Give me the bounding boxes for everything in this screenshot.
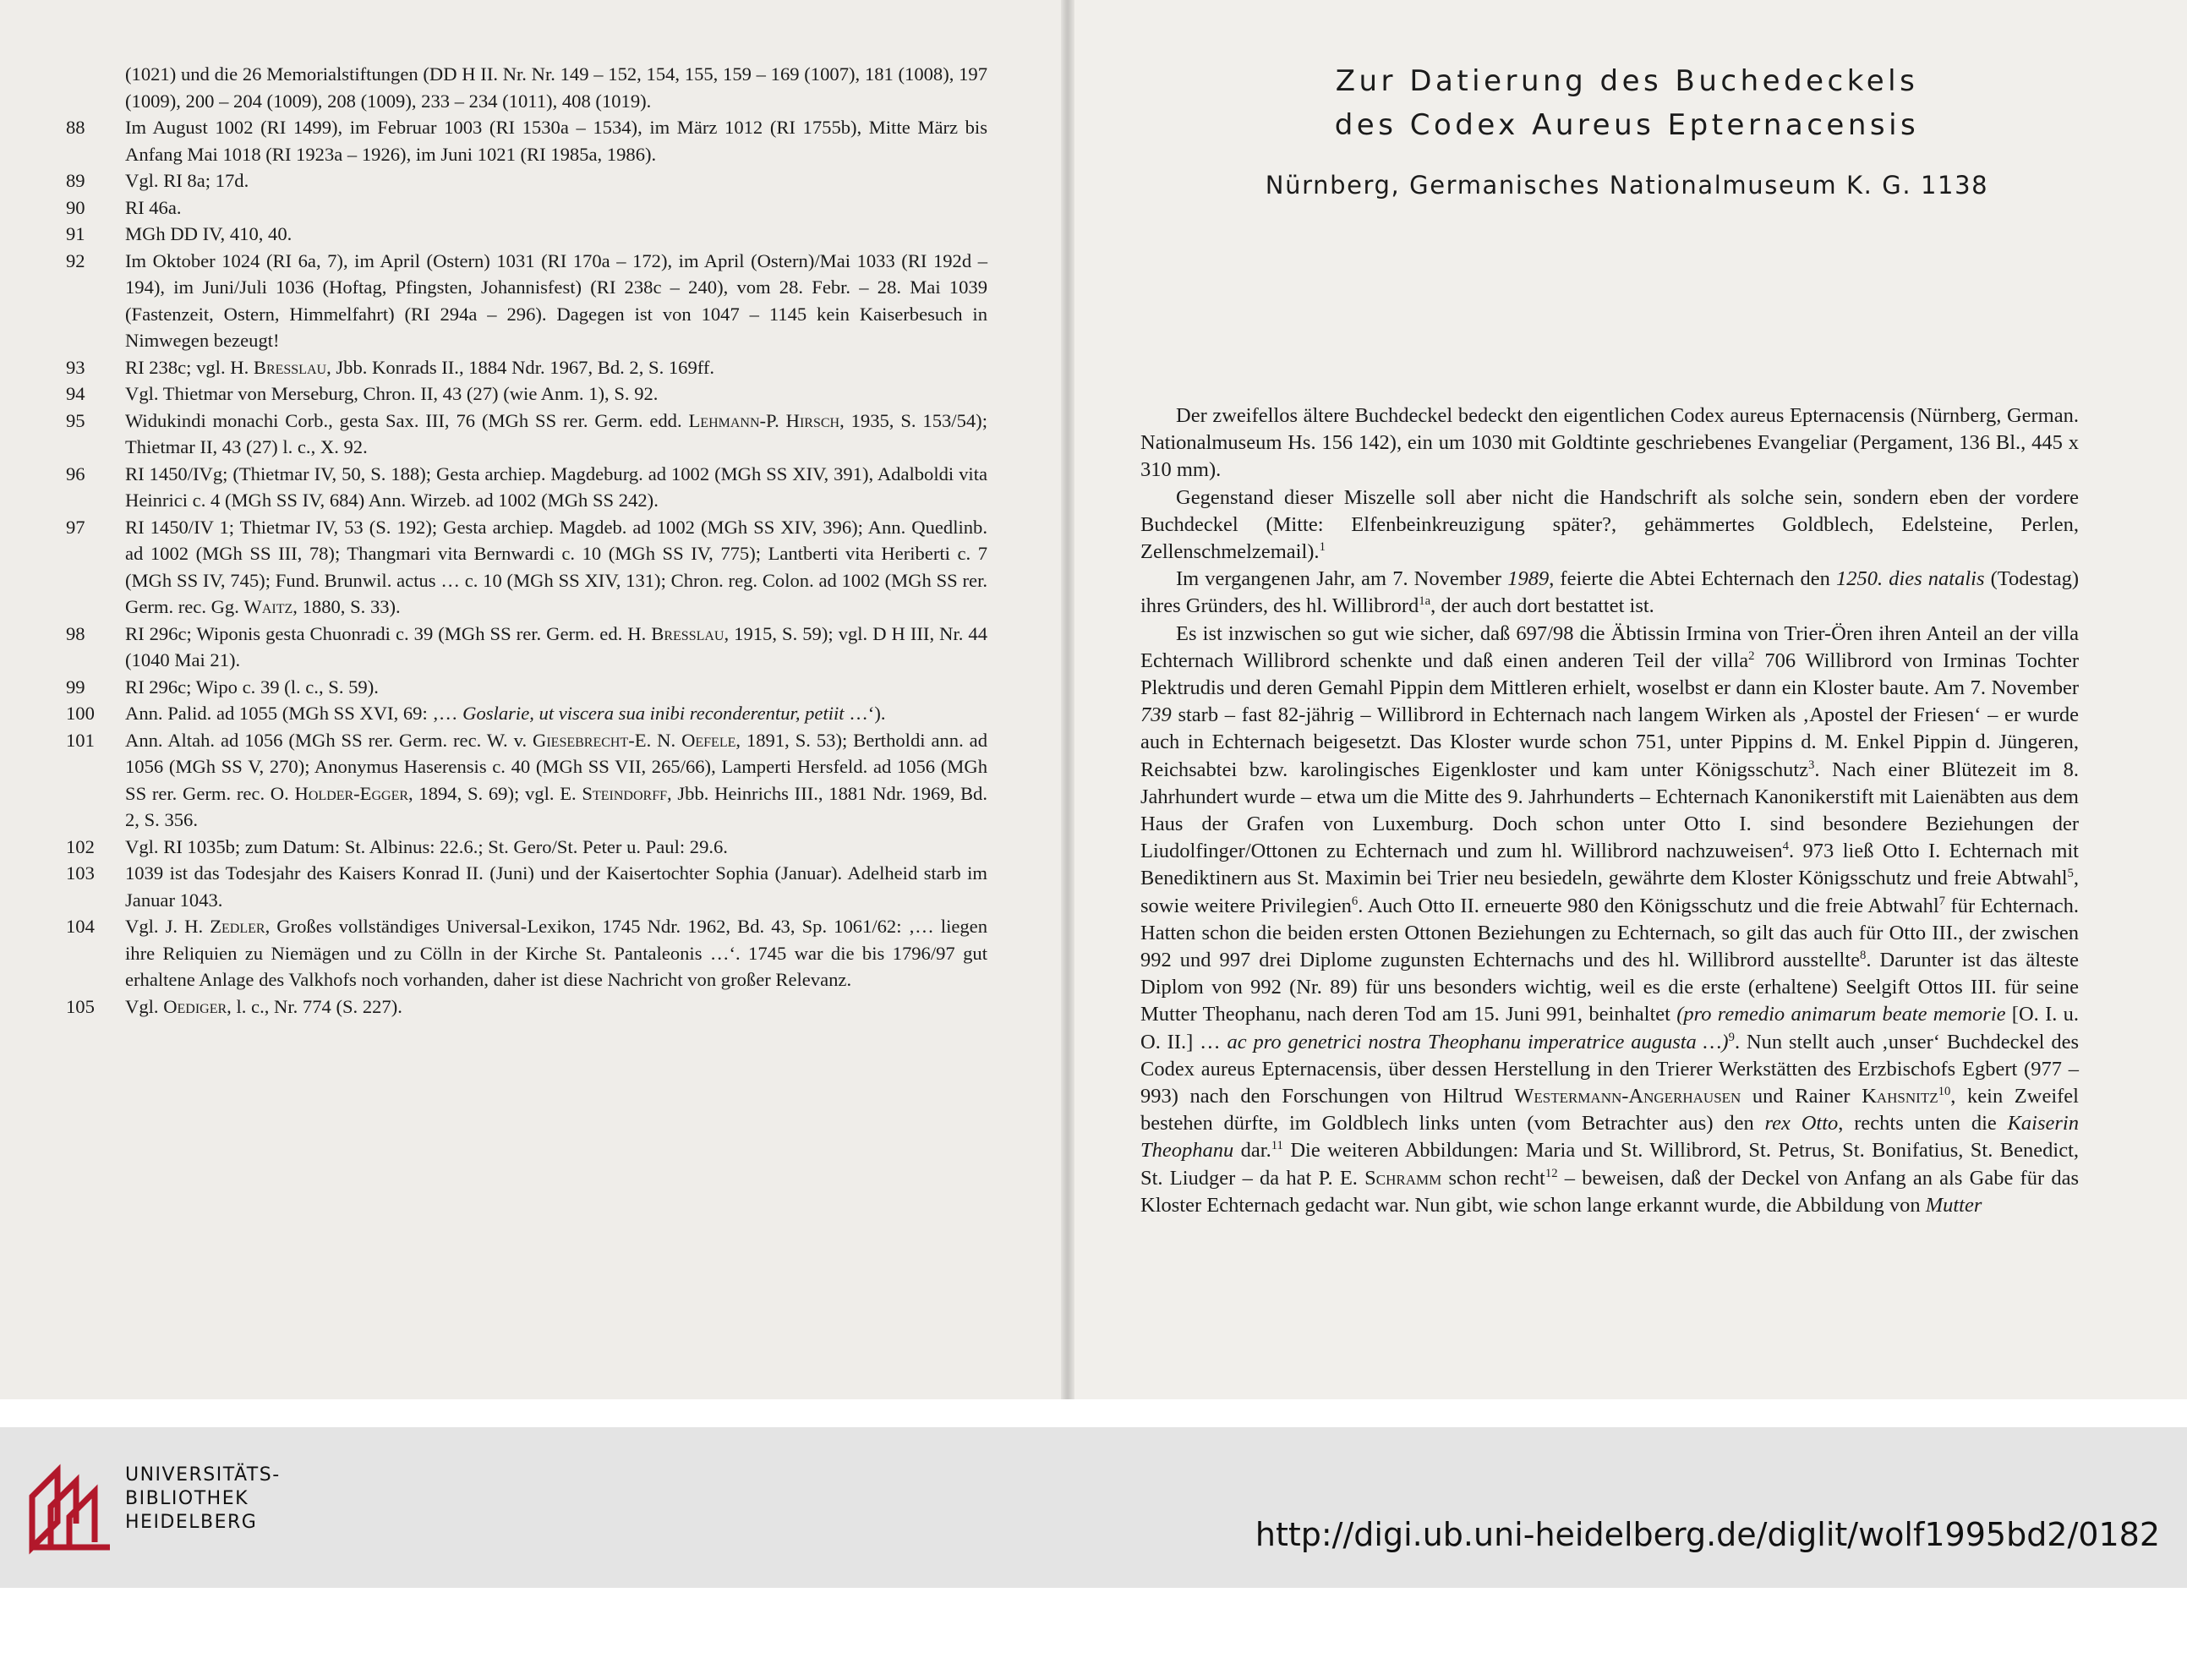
body-paragraph [1140,621,2079,1219]
footnote-text [125,860,987,913]
footnote [66,913,987,993]
text-run: -E. N. [628,729,682,751]
footnote-ref: 8 [1860,948,1867,962]
text-run: (1021) und die 26 Memorialstiftungen (DD H II. Nr. Nr. 149 – 152, 154, 155, 159 – 169 (1007), 181 (1008), 197 (1009), 200 – 204 (1009), 208 (1009), 233 – 234 (1011), 408 (1019). [125,63,987,112]
text-run: , kein Zweifel bestehen dürfte, im Goldblech links unten (vom Betrachter aus) den [1140,1085,2079,1136]
text-run: 1039 ist das Todesjahr des Kaisers Konrad II. (Juni) und der Kaisertochter Sophia (Januar). Adelheid starb im Januar 1043. [125,862,987,911]
text-run: , Jbb. Heinrichs III., 1881 Ndr. 1969, Bd. 2, S. 356. [125,782,988,830]
italic-text: 1989 [1507,567,1550,591]
text-run: 706 Willibrord von Irminas Tochter Plektrudis und deren Gemahl Pippin dem Mittleren erhielt, woselbst er dann ein Kloster baute. Am 7. November [1140,648,2079,700]
text-run: Ann. Altah. ad 1056 (MGh SS rer. Germ. rec. W. v. [125,729,533,751]
text-run: Es ist inzwischen so gut wie sicher, daß 697/98 die Äbtissin Irmina von Trier-Ören ihren Anteil an der villa Echternach Willibrord schenkte und daß einen anderen Teil der villa [1140,621,2079,672]
library-footer [0,1399,2187,1680]
author-name: Waitz [243,596,293,617]
text-run: schon recht [1441,1166,1545,1190]
italic-text: Mutter [1925,1193,1982,1217]
title-line-2: des Codex Aureus Epternacensis [1334,108,1920,142]
text-run: , 1891, S. 53); Bertholdi ann. ad 1056 (MGh SS V, 270); Anonymus Haserensis c. 40 (MGh SS VII, 265/66), Lamperti Hersfeld. ad 1056 (MGh SS rer. Germ. rec. O. [125,729,987,804]
footnote-text [125,61,987,114]
footnote-text [125,834,987,861]
italic-text: 739 [1140,703,1172,727]
text-run: und Rainer [1741,1085,1862,1108]
library-logo-icon [25,1459,117,1554]
italic-text: Goslarie, ut viscera sua inibi reconderentur, petiit [462,703,845,724]
text-run: Die weiteren Abbildungen: Maria und St. Willibrord, St. Petrus, St. Bonifatius, St. Benedict, St. Liudger – da hat P. E. [1140,1139,2080,1190]
article-subtitle: Nürnberg, Germanisches Nationalmuseum K. G. 1138 [1265,171,1989,200]
footnote-number: 90 [66,196,85,218]
text-run: , 1894, S. 69); vgl. E. [408,782,582,804]
footnote [66,248,987,354]
text-run: . Nun stellt auch ‚unser‘ Buchdeckel des Codex aureus Epternacensis, über dessen Herstellung in den Trierer Werkstätten des Erzbischofs Egbert (977 – 993) nach den Forschungen von Hiltrud [1140,1030,2079,1108]
text-run: Im vergangenen Jahr, am 7. November [1176,567,1508,591]
text-run: Ann. Palid. ad 1055 (MGh SS XVI, 69: ‚… [125,703,463,724]
footnote-number: 97 [66,516,85,538]
text-run: Im Oktober 1024 (RI 6a, 7), im April (Ostern) 1031 (RI 170a – 172), im April (Ostern)/Mai 1033 (RI 192d – 194), im Juni/Juli 1036 (Hoftag, Pfingsten, Johannisfest) (RI 238c – 240), vom 28. Febr. – 28. Mai 1039 (Fastenzeit, Ostern, Himmelfahrt) (RI 294a – 296). Dagegen ist von 1047 – 1145 kein Kaiserbesuch in Nimwegen bezeugt! [125,249,987,351]
text-run: Im August 1002 (RI 1499), im Februar 1003 (RI 1530a – 1534), im März 1012 (RI 1755b), Mitte März bis Anfang Mai 1018 (RI 1923a – 1926), im Juni 1021 (RI 1985a, 1986). [125,117,987,165]
text-run: Widukindi monachi Corb., gesta Sax. III, 76 (MGh SS rer. Germ. edd. [125,409,689,431]
footnote-ref: 3 [1808,758,1815,772]
footnote-number: 95 [66,409,85,431]
footnote-text [125,461,987,514]
footnote-ref: 4 [1782,840,1789,854]
italic-text: 1250. dies natalis [1836,567,1985,591]
footer-band [0,1427,2187,1588]
footnote [66,834,987,861]
footnote-ref: 1a [1419,594,1431,609]
text-run: dar. [1233,1139,1271,1163]
footnote-list [66,61,987,1020]
footnote-number: 103 [66,862,95,884]
author-name: Westermann-Angerhausen [1514,1085,1741,1108]
text-run: Vgl. RI 1035b; zum Datum: St. Albinus: 22.6.; St. Gero/St. Peter u. Paul: 29.6. [125,835,728,857]
text-run: Der zweifellos ältere Buchdeckel bedeckt den eigentlichen Codex aureus Epternacensis (Nürnberg, German. Nationalmuseum Hs. 156 142), ein um 1030 mit Goldtinte geschriebenes Evangeliar (Pergament, 136 Bl., 445 x 310 mm). [1140,404,2079,482]
footnote-ref: 11 [1271,1139,1283,1153]
footnote-text [125,354,987,381]
footnote [66,621,987,674]
body-paragraph [1140,402,2079,484]
footnote-number: 91 [66,223,85,244]
footnote-text [125,727,987,834]
author-name: Bresslau [253,356,327,378]
text-run: starb – fast 82-jährig – Willibrord in Echternach nach langem Wirken als ‚Apostel der Friesen‘ – er wurde auch in Echternach beigesetzt. Das Kloster wurde schon 751, unter Pippins d. M. Enkel Pippin d. Jüngeren, Reichsabtei bzw. karolingisches Eigenkloster und kam unter Königsschutz [1140,703,2079,781]
footnote-text [125,380,987,408]
text-run: , Jbb. Konrads II., 1884 Ndr. 1967, Bd. 2, S. 169ff. [326,356,715,378]
text-run: , rechts unten die [1838,1112,2008,1136]
footnote [66,408,987,461]
footnote [66,61,987,114]
text-run: RI 296c; Wiponis gesta Chuonradi c. 39 (MGh SS rer. Germ. ed. H. [125,622,652,644]
footnote-text [125,408,987,461]
footnote-ref: 7 [1938,894,1945,908]
footnote-ref: 2 [1748,648,1755,663]
permalink-url[interactable]: http://digi.ub.uni-heidelberg.de/diglit/wolf1995bd2/0182 [1255,1516,2160,1553]
text-run: RI 1450/IV 1; Thietmar IV, 53 (S. 192); Gesta archiep. Magdeb. ad 1002 (MGh SS XIV, 396); Ann. Quedlinb. ad 1002 (MGh SS III, 78); Thangmari vita Bernwardi c. 10 (MGh SS IV, 775); Lantberti vita Heriberti c. 7 (MGh SS IV, 745); Fund. Brunwil. actus … c. 10 (MGh SS XIV, 131); Chron. reg. Colon. ad 1002 (MGh SS rer. Germ. rec. Gg. [125,516,987,617]
author-name: Lehmann [688,409,760,431]
text-run: Vgl. [125,995,164,1017]
text-run: , feierte die Abtei Echternach den [1549,567,1836,591]
footnote-number: 96 [66,462,85,484]
text-run: , l. c., Nr. 774 (S. 227). [227,995,402,1017]
author-name: Schramm [1364,1166,1442,1190]
footnote-number: 102 [66,835,95,857]
footnote-ref: 5 [2067,867,2074,881]
author-name: Zedler [210,916,265,937]
footnote-text [125,194,987,222]
footnote-ref: 10 [1938,1084,1951,1098]
author-name: Oefele [681,729,736,751]
text-run: RI 296c; Wipo c. 39 (l. c., S. 59). [125,676,379,698]
footnote [66,674,987,701]
footnote [66,860,987,913]
footnote [66,221,987,248]
footnote [66,167,987,194]
footnote-number: 98 [66,622,85,644]
text-run: Vgl. RI 8a; 17d. [125,170,249,191]
footnote-number: 105 [66,995,95,1017]
footnote-ref: 12 [1545,1166,1558,1180]
author-name: Steindorff [582,782,667,804]
author-name: Holder-Egger [294,782,409,804]
footnote-text [125,221,987,248]
text-run: . 973 ließ Otto I. Echternach mit Benediktinern aus St. Maximin bei Trier neu besiedeln, gewährte dem Kloster Königsschutz und freie Abtwahl [1140,840,2079,890]
footnote [66,194,987,222]
footnote-number: 93 [66,356,85,378]
text-run: . Auch Otto II. erneuerte 980 den Königsschutz und die freie Abtwahl [1358,894,1939,917]
text-run: , der auch dort bestattet ist. [1430,594,1654,618]
text-run: -P. [759,409,786,431]
text-run: RI 1450/IVg; (Thietmar IV, 50, S. 188); Gesta archiep. Magdeburg. ad 1002 (MGh SS XIV, 391), Adalboldi vita Heinrici c. 4 (MGh SS IV, 684) Ann. Wirzeb. ad 1002 (MGh SS 242). [125,462,987,511]
footnote [66,993,987,1021]
text-run: RI 238c; vgl. H. [125,356,254,378]
text-run: Gegenstand dieser Miszelle soll aber nicht die Handschrift als solche sein, sondern eben der vordere Buchdeckel (Mitte: Elfenbeinkreuzigung später?, gehämmertes Goldblech, Edelsteine, Perlen, Zellenschmelzemail). [1140,485,2079,564]
text-run: . Darunter ist das älteste Diplom von 992 (Nr. 89) für uns besonders wichtig, weil es die erste (erhaltene) Seelgift Ottos III. für seine Mutter Theophanu, nach deren Tod am 15. Juni 991, beinhaltet [1140,949,2080,1026]
italic-text: ac pro genetrici nostra Theophanu imperatrice augusta …) [1227,1030,1729,1053]
italic-text: Kaiserin Theophanu [1140,1112,2079,1163]
footnote-number: 89 [66,170,85,191]
footnote [66,354,987,381]
footnote [66,700,987,727]
footnote-number: 104 [66,916,95,937]
footnote-text [125,114,987,167]
footnote-number: 88 [66,117,85,138]
text-run: Vgl. Thietmar von Merseburg, Chron. II, 43 (27) (wie Anm. 1), S. 92. [125,383,659,404]
footnote-text [125,248,987,354]
footnote [66,514,987,621]
footnote-number: 94 [66,383,85,404]
footnote-number: 100 [66,703,95,724]
page-gutter [1061,0,1074,1399]
footnote [66,461,987,514]
body-paragraph [1140,484,2079,566]
text-run: für Echternach. Hatten schon die beiden ersten Ottonen Beziehungen zu Echternach, so gilt das auch für Otto III., der zwischen 992 und 997 drei Diplome zugunsten Echternachs und des hl. Willibrord ausstellte [1140,894,2080,972]
text-run: …‘). [844,703,886,724]
footnote-text [125,913,987,993]
left-page [0,0,1067,1399]
footnote-ref: 9 [1728,1030,1735,1044]
footnote-text [125,514,987,621]
author-name: Oediger [163,995,227,1017]
article-body [1140,402,2079,1219]
article-title [1067,59,2187,147]
text-run: , Großes vollständiges Universal-Lexikon, 1745 Ndr. 1962, Bd. 43, Sp. 1061/62: ‚… liegen ihre Reliquien zu Niemägen und zu Cölln in der Kirche St. Pantaleonis …‘. 1745 war die bis 1796/97 gut erhaltene Anlage des Valkhofs noch vorhanden, daher ist diese Nachricht von großer Relevanz. [125,916,987,990]
text-run: , 1935, S. 153/54); Thietmar II, 43 (27) l. c., X. 92. [125,409,987,457]
footnote-number: 99 [66,676,85,698]
footnote-text [125,674,987,701]
body-paragraph [1140,566,2079,620]
footnote-text [125,993,987,1021]
footnote-ref: 6 [1351,894,1359,908]
footnote-text [125,167,987,194]
footnote-ref: 1 [1319,539,1326,554]
text-run: , 1880, S. 33). [293,596,401,617]
footnote-text [125,621,987,674]
footnote [66,380,987,408]
footnote-number: 101 [66,729,95,751]
text-run: MGh DD IV, 410, 40. [125,223,293,244]
text-run: . Nach einer Blütezeit im 8. Jahrhundert wurde – etwa um die Mitte des 9. Jahrhunderts – Echternach Kanonikerstift mit Laienäbten aus dem Haus der Grafen von Luxemburg. Doch schon unter Otto I. sind besondere Beziehungen der Liudolfinger/Ottonen zu Echternach und zum hl. Willibrord nachzuweisen [1140,758,2079,863]
text-run: , sowie weitere Privilegien [1140,867,2079,917]
text-run: RI 46a. [125,196,182,218]
text-run: , 1915, S. 59); vgl. D H III, Nr. 44 (1040 Mai 21). [125,622,987,670]
text-run: [O. I. u. O. II.] … [1140,1003,2080,1053]
author-name: Bresslau [651,622,724,644]
footnote-number [66,61,125,114]
title-line-1: Zur Datierung des Buchedeckels [1335,64,1919,98]
logo-text-line-3: HEIDELBERG [125,1512,258,1533]
footnote [66,727,987,834]
footnote-text [125,700,987,727]
logo-text-line-1: UNIVERSITÄTS- [125,1464,281,1486]
author-name: Kahsnitz [1862,1085,1938,1108]
footnote-number: 92 [66,249,85,271]
text-run: Vgl. J. H. [125,916,210,937]
italic-text: rex Otto [1764,1112,1839,1136]
text-run: – beweisen, daß der Deckel von Anfang an als Gabe für das Kloster Echternach gedacht war. Nun gibt, wie schon lange erkannt wurde, die Abbildung von [1140,1166,2080,1217]
author-name: Hirsch [785,409,840,431]
italic-text: (pro remedio animarum beate memorie [1676,1003,2006,1026]
footnote [66,114,987,167]
text-run: (Todestag) ihres Gründers, des hl. Willibrord [1140,567,2080,618]
logo-text-line-2: BIBLIOTHEK [125,1488,249,1509]
author-name: Giesebrecht [533,729,629,751]
